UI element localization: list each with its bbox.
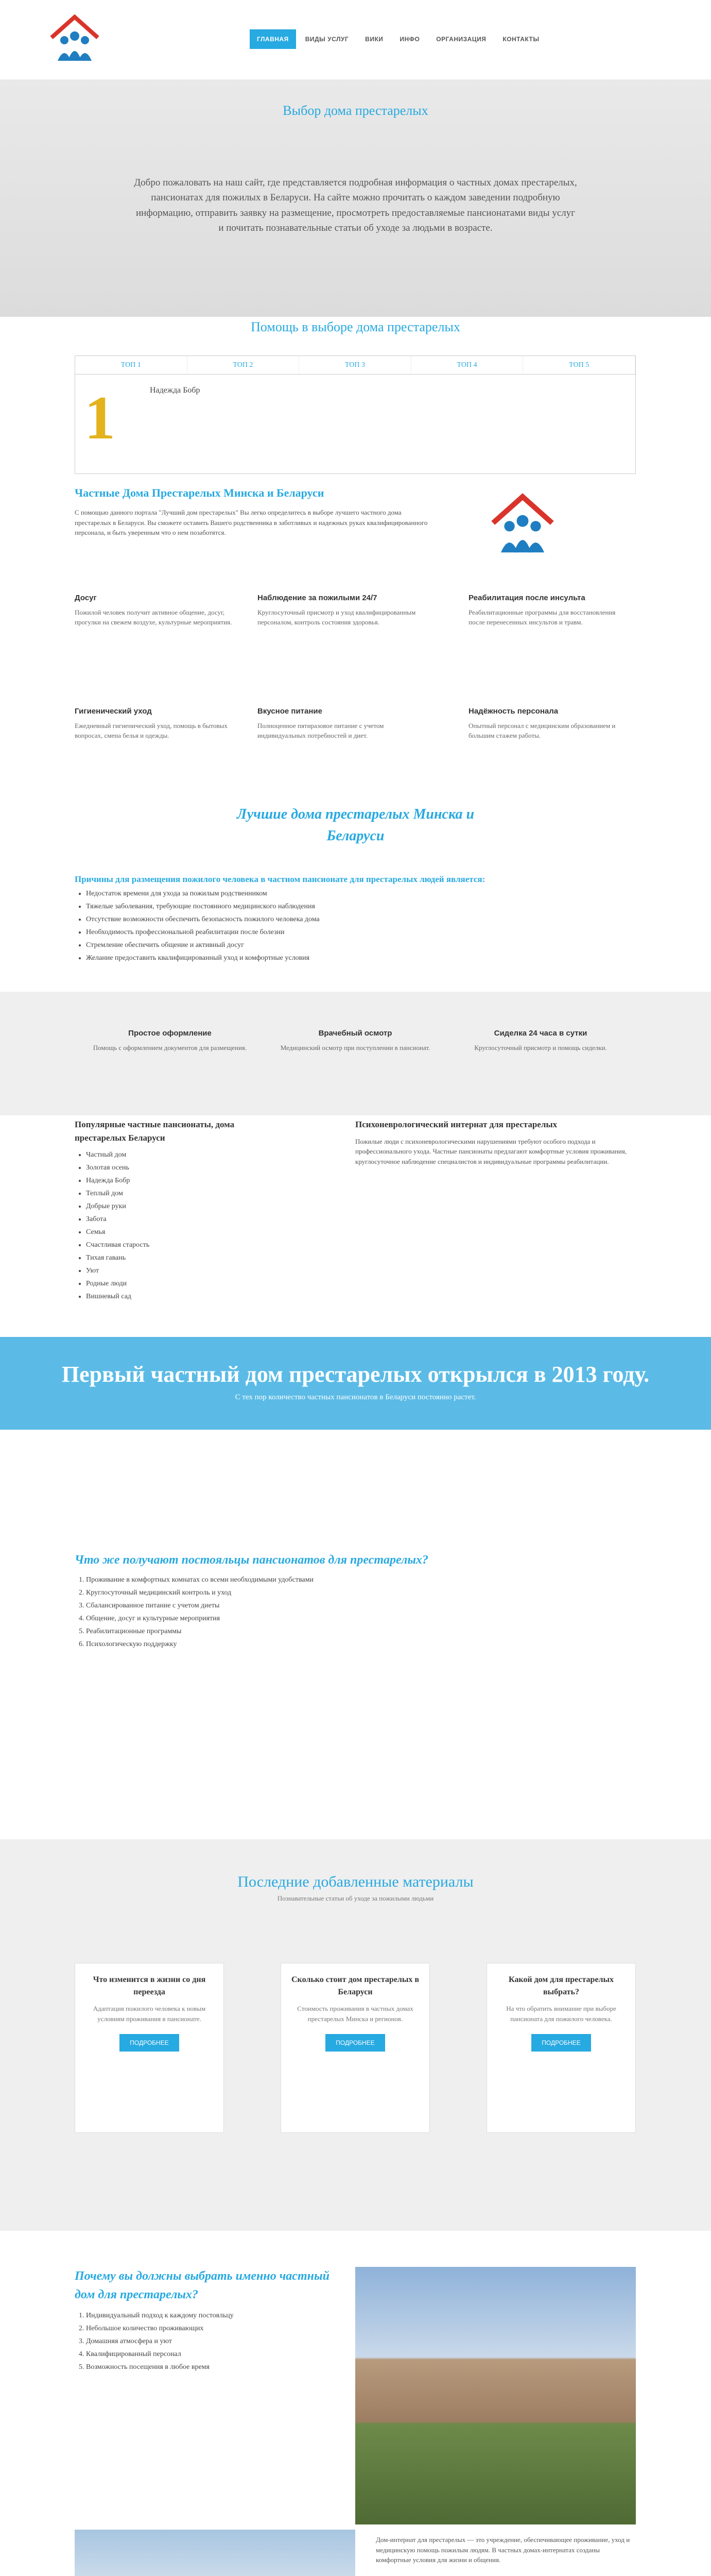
intro-section	[75, 484, 435, 538]
banner-subtitle: С тех пор количество частных пансионатов в Беларуси постоянно растет.	[235, 1393, 476, 1401]
list-item[interactable]: • Семья	[86, 1227, 270, 1238]
card-title: Сколько стоит дом престарелых в Беларуси	[291, 1975, 419, 1996]
list-item: 5. Реабилитационные программы	[86, 1626, 636, 1637]
list-item[interactable]: • Надежда Бобр	[86, 1175, 270, 1186]
feature-title: Реабилитация после инсульта	[469, 594, 585, 602]
top-tabs	[75, 355, 636, 474]
nav-wiki[interactable]: ВИКИ	[365, 36, 384, 43]
article-card	[281, 1963, 430, 2133]
feature-title: Вкусное питание	[257, 707, 322, 716]
feature-title: Надёжность персонала	[469, 707, 559, 716]
article-card	[487, 1963, 636, 2133]
feature-text: Круглосуточный присмотр и уход квалифицированным персоналом, контроль состояния здоровья.	[257, 608, 416, 626]
list-item[interactable]: • Уют	[86, 1265, 270, 1276]
list-item: • Тяжелые заболевания, требующие постоянного медицинского наблюдения	[86, 901, 636, 912]
ranked-item[interactable]: Надежда Бобр	[150, 386, 200, 395]
step-text: Медицинский осмотр при поступлении в пансионат.	[280, 1043, 430, 1052]
materials-section	[0, 1839, 711, 2231]
list-item[interactable]: • Счастливая старость	[86, 1240, 270, 1250]
list-item[interactable]: • Родные люди	[86, 1278, 270, 1289]
feature-title: Наблюдение за пожилыми 24/7	[257, 594, 377, 602]
list-item: 1. Проживание в комфортных комнатах со всеми необходимыми удобствами	[86, 1574, 636, 1585]
list-item[interactable]: • Золотая осень	[86, 1162, 270, 1173]
list-item[interactable]: • Частный дом	[86, 1149, 270, 1160]
popular-title: Популярные частные пансионаты, дома престарелых Беларуси	[75, 1120, 235, 1143]
step-title: Врачебный осмотр	[318, 1029, 392, 1038]
popular-list	[75, 1149, 270, 1302]
help-title: Помощь в выборе дома престарелых	[251, 319, 460, 334]
house-logo-icon[interactable]	[46, 9, 103, 66]
step-title: Сиделка 24 часа в сутки	[494, 1029, 587, 1038]
psych-section	[355, 1118, 636, 1166]
card-text: Стоимость проживания в частных домах престарелых Минска и регионов.	[297, 2005, 413, 2023]
feature-rehab	[469, 592, 633, 628]
list-item[interactable]: • Добрые руки	[86, 1201, 270, 1212]
best-title: Лучшие дома престарелых Минска и Беларуси	[236, 806, 475, 844]
what-list	[75, 1574, 636, 1650]
reasons-list	[75, 888, 636, 963]
list-item: • Желание предоставить квалифицированный уход и комфортные условия	[86, 953, 636, 963]
list-item[interactable]: • Теплый дом	[86, 1188, 270, 1199]
why-list	[75, 2310, 332, 2372]
feature-title: Досуг	[75, 594, 97, 602]
step-text: Круглосуточный присмотр и помощь сиделки.	[474, 1043, 607, 1052]
intro-text: С помощью данного портала "Лучший дом престарелых" Вы легко определитесь в выборе лучшего частного дома престарелых в Беларуси. Вы сможете оставить Вашего родственника в заботливых и надежных руках квалифицированного персонала, и быть уверенным что о нем позаботятся.	[75, 509, 428, 536]
read-more-button[interactable]: ПОДРОБНЕЕ	[531, 2034, 591, 2052]
popular-section	[75, 1118, 270, 1304]
list-item: 4. Общение, досуг и культурные мероприятия	[86, 1613, 636, 1624]
article-card	[75, 1963, 224, 2133]
feature-title: Гигиенический уход	[75, 707, 152, 716]
step-exam	[273, 1028, 438, 1053]
list-item[interactable]: • Тихая гавань	[86, 1252, 270, 1263]
feature-text: Опытный персонал с медицинским образованием и большим стажем работы.	[469, 721, 616, 739]
why-section	[75, 2267, 332, 2375]
hero-section	[0, 80, 711, 317]
list-item: • Стремление обеспечить общение и активный досуг	[86, 940, 636, 951]
banner-title: Первый частный дом престарелых открылся в 2013 году.	[61, 1362, 650, 1387]
list-item: • Отсутствие возможности обеспечить безопасность пожилого человека дома	[86, 914, 636, 925]
hero-title: Выбор дома престарелых	[283, 103, 428, 118]
materials-title: Последние добавленные материалы	[237, 1873, 474, 1890]
list-item: 3. Домашняя атмосфера и уют	[86, 2336, 332, 2347]
main-nav	[250, 29, 547, 49]
card-text: На что обратить внимание при выборе пансионата для пожилого человека.	[506, 2005, 616, 2023]
what-section	[75, 1551, 636, 1652]
feature-hygiene	[75, 706, 239, 741]
tab-top-4[interactable]: ТОП 4	[411, 356, 524, 374]
step-title: Простое оформление	[128, 1029, 212, 1038]
list-item: • Недостаток времени для ухода за пожилым родственником	[86, 888, 636, 899]
house-photo	[75, 2530, 355, 2576]
building-photo	[355, 2267, 636, 2524]
psych-title: Психоневрологический интернат для престарелых	[355, 1120, 558, 1129]
reasons-title: Причины для размещения пожилого человека в частном пансионате для престарелых людей является:	[75, 874, 485, 884]
list-item[interactable]: • Забота	[86, 1214, 270, 1225]
family-care-icon	[481, 487, 564, 559]
list-item: 6. Психологическую поддержку	[86, 1639, 636, 1650]
list-item: 4. Квалифицированный персонал	[86, 2349, 332, 2360]
list-item: 2. Небольшое количество проживающих	[86, 2323, 332, 2334]
nav-info[interactable]: ИНФО	[400, 36, 420, 43]
card-text: Адаптация пожилого человека к новым условиям проживания в пансионате.	[93, 2005, 206, 2023]
feature-staff	[469, 706, 633, 741]
materials-subtitle: Познавательные статьи об уходе за пожилыми людьми	[277, 1894, 434, 1902]
step-registration	[88, 1028, 252, 1053]
nav-services[interactable]: ВИДЫ УСЛУГ	[305, 36, 349, 43]
read-more-button[interactable]: ПОДРОБНЕЕ	[119, 2034, 179, 2052]
step-text: Помощь с оформлением документов для размещения.	[93, 1043, 247, 1052]
rank-number: 1	[84, 383, 115, 452]
history-banner	[0, 1337, 711, 1430]
tab-top-2[interactable]: ТОП 2	[187, 356, 300, 374]
feature-food	[257, 706, 422, 741]
nav-contacts[interactable]: КОНТАКТЫ	[502, 36, 540, 43]
feature-text: Полноценное пятиразовое питание с учетом индивидуальных потребностей и диет.	[257, 721, 384, 739]
tab-top-3[interactable]: ТОП 3	[299, 356, 411, 374]
feature-text: Ежедневный гигиенический уход, помощь в бытовых вопросах, смена белья и одежды.	[75, 721, 228, 739]
nav-home[interactable]: ГЛАВНАЯ	[250, 29, 296, 49]
tab-top-1[interactable]: ТОП 1	[75, 356, 187, 374]
intro-title: Частные Дома Престарелых Минска и Беларуси	[75, 486, 324, 499]
nav-organization[interactable]: ОРГАНИЗАЦИЯ	[436, 36, 487, 43]
list-item: 1. Индивидуальный подход к каждому постояльцу	[86, 2310, 332, 2321]
tab-top-5[interactable]: ТОП 5	[523, 356, 635, 374]
card-title: Какой дом для престарелых выбрать?	[508, 1975, 614, 1996]
house-caption: Дом-интернат для престарелых — это учреждение, обеспечивающее проживание, уход и медицинскую помощь пожилым людям. В частных домах-интернатах созданы комфортные условия для жизни и общения.	[376, 2536, 630, 2564]
feature-text: Реабилитационные программы для восстановления после перенесенных инсультов и травм.	[469, 608, 616, 626]
card-title: Что изменится в жизни со дня переезда	[93, 1975, 206, 1996]
read-more-button[interactable]: ПОДРОБНЕЕ	[325, 2034, 385, 2052]
step-nurse	[458, 1028, 623, 1053]
why-title: Почему вы должны выбрать именно частный дом для престарелых?	[75, 2269, 330, 2301]
list-item: 2. Круглосуточный медицинский контроль и уход	[86, 1587, 636, 1598]
site-header	[0, 0, 711, 80]
feature-leisure	[75, 592, 239, 628]
best-section	[75, 804, 636, 965]
list-item: 5. Возможность посещения в любое время	[86, 2362, 332, 2372]
hero-text: Добро пожаловать на наш сайт, где представляется подробная информация о частных домах престарелых, пансионатах для пожилых в Беларуси. На сайте можно прочитать о каждом заведении подробную информацию, отправить заявку на размещение, просмотреть предоставляемые пансионатами виды услуг и почитать познавательные статьи об уходе за людьми в возрасте.	[134, 177, 577, 234]
list-item: • Необходимость профессиональной реабилитации после болезни	[86, 927, 636, 938]
feature-text: Пожилой человек получит активное общение, досуг, прогулки на свежем воздухе, культурные мероприятия.	[75, 608, 232, 626]
list-item[interactable]: • Вишневый сад	[86, 1291, 270, 1302]
feature-monitoring	[257, 592, 422, 628]
what-title: Что же получают постояльцы пансионатов для престарелых?	[75, 1553, 429, 1567]
steps-section	[0, 992, 711, 1115]
list-item: 3. Сбалансированное питание с учетом диеты	[86, 1600, 636, 1611]
psych-text: Пожилые люди с психоневрологическими нарушениями требуют особого подхода и профессионального ухода. Частные пансионаты предлагают комфортные условия проживания, круглосуточное наблюдение специалистов и индивидуальные программы реабилитации.	[355, 1137, 627, 1165]
